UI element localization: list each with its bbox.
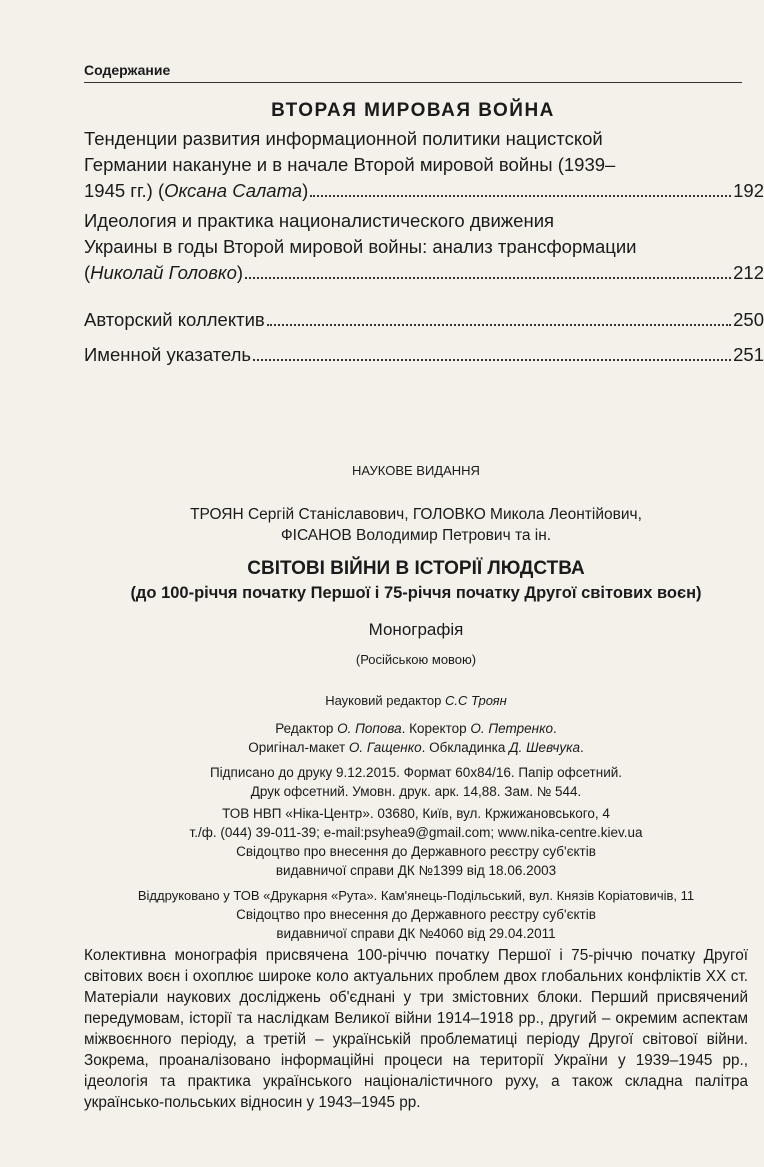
edition-type: НАУКОВЕ ВИДАННЯ: [352, 463, 480, 478]
toc-entry: [84, 307, 764, 333]
toc-leader: [310, 195, 731, 197]
toc-title: Авторский коллектив: [84, 309, 265, 330]
print-info-line: Друк офсетний. Умовн. друк. арк. 14,88. Зам. № 544.: [250, 784, 582, 799]
toc-title-tail: 1945 гг.) (: [84, 180, 165, 201]
printer-line: Віддруковано у ТОВ «Друкарня «Рута». Кам'янець-Подільський, вул. Князів Коріатовичів, 11: [137, 888, 695, 903]
toc-page-number: 251: [733, 344, 764, 365]
layout-label: Оригінал-макет: [248, 740, 349, 755]
toc-title: Именной указатель: [84, 344, 252, 365]
toc-author: Николай Головко: [90, 262, 237, 283]
toc-leader: [253, 359, 731, 361]
book-language: (Російською мовою): [355, 652, 477, 667]
running-header: Содержание: [84, 62, 171, 78]
toc-leader: [267, 324, 731, 326]
contacts-line: т./ф. (044) 39-011-39; e-mail:psyhea9@gmail.com; www.nika-centre.kiev.ua: [189, 825, 643, 840]
toc-entry: [84, 342, 764, 368]
editor-label: Редактор: [275, 721, 338, 736]
toc-title-tail: (: [84, 262, 91, 283]
toc-leader: [245, 277, 731, 279]
scientific-editor: [84, 693, 748, 708]
toc-line: Германии накануне и в начале Второй мировой войны (1939–: [84, 154, 616, 175]
toc-title-close: ): [302, 180, 309, 201]
toc-last-line: [84, 178, 764, 204]
toc-page-number: 212: [733, 262, 764, 283]
certificate-line: Свідоцтво про внесення до Державного реєстру суб'єктів: [236, 844, 596, 859]
layout-name: О. Гащенко: [348, 740, 422, 755]
sci-editor-label: Науковий редактор: [325, 693, 445, 708]
book-title: СВІТОВІ ВІЙНИ В ІСТОРІЇ ЛЮДСТВА: [247, 558, 585, 579]
certificate-line: видавничої справи ДК №1399 від 18.06.2003: [275, 863, 557, 878]
authors-line: ТРОЯН Сергій Станіславович, ГОЛОВКО Микола Леонтійович,: [190, 506, 642, 523]
toc-author: Оксана Салата: [164, 180, 303, 201]
toc-entry: [84, 126, 764, 204]
annotation: [84, 945, 748, 1113]
toc-line: Тенденции развития информационной политики нацистской: [84, 128, 603, 149]
toc-last-line: [84, 307, 764, 333]
toc-title-close: ): [236, 262, 244, 283]
toc-entry: [84, 208, 764, 286]
authors-line: ФІСАНОВ Володимир Петрович та ін.: [280, 527, 552, 544]
layout-line: Оригінал-макет О. Гащенко. Обкладинка Д. Шевчука.: [248, 740, 584, 755]
signed-line: Підписано до друку 9.12.2015. Формат 60x84/16. Папір офсетний.: [209, 765, 623, 780]
toc-last-line: [84, 342, 764, 368]
certificate-line: Свідоцтво про внесення до Державного реєстру суб'єктів: [236, 907, 596, 922]
toc-last-line: [84, 260, 764, 286]
publisher-line: ТОВ НВП «Ніка-Центр». 03680, Київ, вул. Кржижановського, 4: [222, 806, 610, 821]
editor-name: О. Попова: [337, 721, 402, 736]
cover-label: . Обкладинка: [421, 740, 510, 755]
toc-page-number: 192: [733, 180, 764, 201]
editors-line: Редактор О. Попова. Коректор О. Петренко.: [275, 721, 557, 736]
corrector-label: . Коректор: [401, 721, 471, 736]
book-subtitle: (до 100-річчя початку Першої і 75-річчя початку Другої світових воєн): [130, 584, 702, 602]
corrector-name: О. Петренко: [470, 721, 553, 736]
toc-page-number: 250: [733, 309, 764, 330]
annotation-text: Колективна монографія присвячена 100-річчю початку Першої і 75-річчю початку Другої світових воєн і охоплює широке коло актуальних проблем двох глобальних конфліктів XX ст. Матеріали наукових досліджень об'єднані у три змістовних блоки. Перший присвячений передумовам, історії та наслідкам Великої війни 1914–1918 рр., другий – окремим аспектам міжвоєнного періоду, а третій – українській проблематиці періоду Другої світової війни. Зокрема, проаналізовано інформаційні процеси на території України у 1939–1945 рр., ідеологія та практика українського націоналістичного руху, а також складна палітра українсько-польських відносин у 1943–1945 рр.: [84, 947, 748, 1111]
cover-name: Д. Шевчука: [509, 740, 580, 755]
toc-line: Украины в годы Второй мировой войны: анализ трансформации: [84, 236, 637, 257]
sci-editor-name: С.С Троян: [444, 693, 507, 708]
toc-line: Идеология и практика националистического движения: [84, 210, 555, 231]
header-rule: [84, 82, 742, 83]
section-title: ВТОРАЯ МИРОВАЯ ВОЙНА: [271, 100, 555, 121]
book-genre: Монографія: [368, 620, 464, 639]
certificate-line: видавничої справи ДК №4060 від 29.04.2011: [276, 926, 556, 941]
